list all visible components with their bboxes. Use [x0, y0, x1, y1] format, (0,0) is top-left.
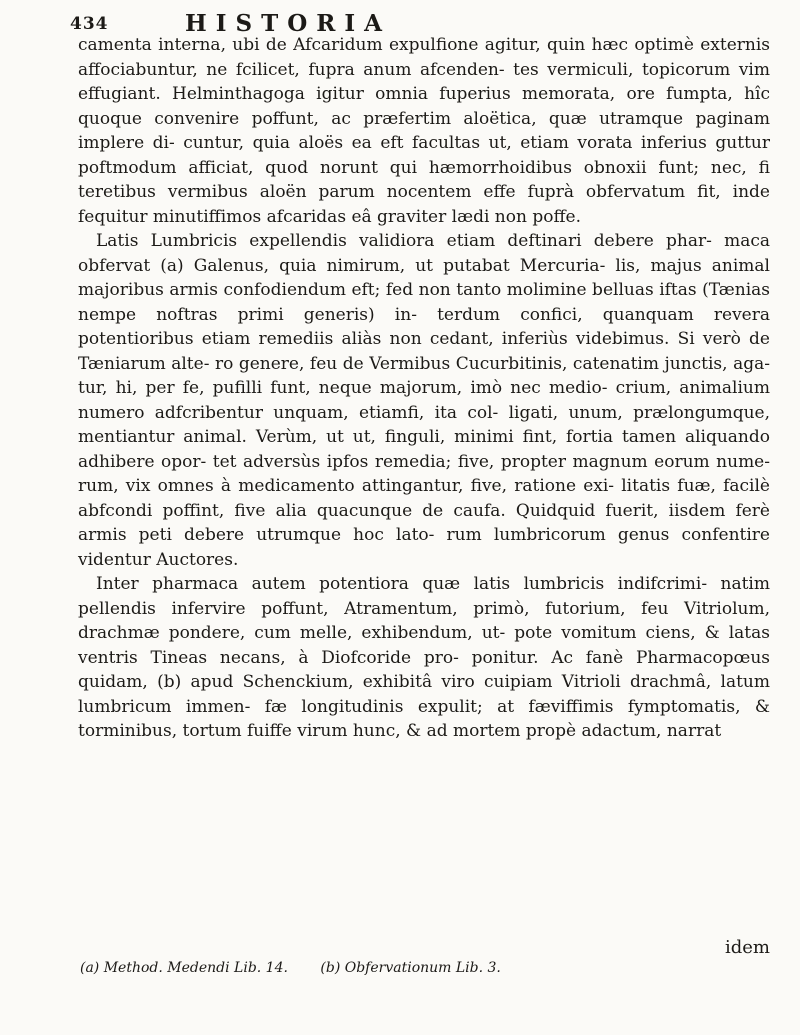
page-number: 434 [70, 14, 109, 34]
paragraph-1: camenta interna, ubi de Afcaridum expulfione agitur, quin hæc optimè externis affociabuntur, ne fcilicet, fupra anum afcenden- tes vermiculi, topicorum vim effugiant. Helminthagoga igitur omnia fuperius memorata, ore fumpta, hîc quoque convenire poffunt, ac præfertim aloëtica, quæ utramque paginam implere di- cuntur, quia aloës ea eft facultas ut, etiam vorata inferius guttur poftmodum afficiat, quod norunt qui hæmorrhoidibus obnoxii funt; nec, fi teretibus vermibus aloën parum nocentem effe fuprà obfervatum fit, inde fequitur minutiffimos afcaridas eâ graviter lædi non poffe. [78, 35, 770, 227]
catchword: idem [725, 937, 770, 958]
paragraph-2: Latis Lumbricis expellendis validiora etiam deftinari debere phar- maca obfervat (a) Galenus, quia nimirum, ut putabat Mercuria- lis, majus animal majoribus armis confodiendum eft; fed non tanto molimine belluas iftas (Tænias nempe noftras primi generis) in- terdum confici, quanquam revera potentioribus etiam remediis aliàs non cedant, inferiùs videbimus. Si verò de Tæniarum alte- ro genere, feu de Vermibus Cucurbitinis, catenatim junctis, aga- tur, hi, per fe, pufilli funt, neque majorum, imò nec medio- crium, animalium numero adfcribentur unquam, etiamfi, ita col- ligati, unum, prælongumque, mentiantur animal. Verùm, ut ut, finguli, minimi fint, fortia tamen aliquando adhibere opor- tet adversùs ipfos remedia; five, propter magnum eorum nume- rum, vix omnes à medicamento attingantur, five, ratione exi- litatis fuæ, facilè abfcondi poffint, five alia quacunque de caufa. Quidquid fuerit, iisdem ferè armis peti debere utrumque hoc lato- rum lumbricorum genus confentire videntur Auctores. [78, 231, 770, 570]
footnote-a: (a) Method. Medendi Lib. 14. [80, 960, 288, 976]
footnote-b: (b) Obfervationum Lib. 3. [320, 960, 501, 976]
running-head: HISTORIA [185, 10, 391, 37]
page-header [70, 6, 770, 37]
body-text [78, 33, 770, 744]
paragraph-3: Inter pharmaca autem potentiora quæ latis lumbricis indifcrimi- natim pellendis infervire poffunt, Atramentum, primò, futorium, feu Vitriolum, drachmæ pondere, cum melle, exhibendum, ut- pote vomitum ciens, & latas ventris Tineas necans, à Diofcoride pro- ponitur. Ac fanè Pharmacopœus quidam, (b) apud Schenckium, exhibitâ viro cuipiam Vitrioli drachmâ, latum lumbricum immen- fæ longitudinis expulit; at fæviffimis fymptomatis, & torminibus, tortum fuiffe virum hunc, & ad mortem propè adactum, narrat [78, 574, 770, 741]
footnotes [80, 960, 730, 976]
